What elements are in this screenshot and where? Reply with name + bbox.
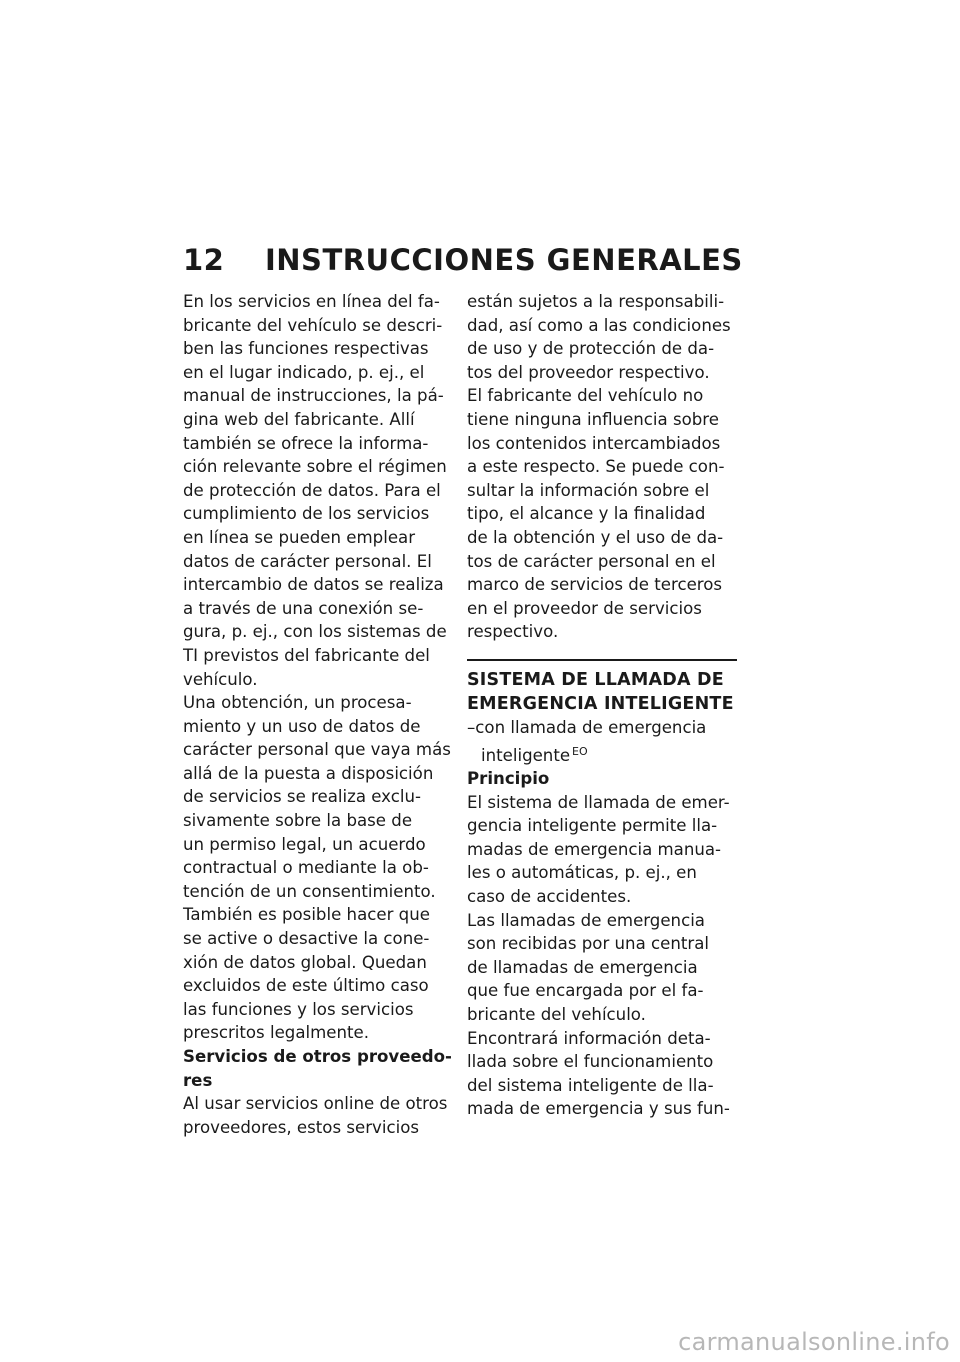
chapter-heading [183,242,743,278]
text-line: tos del proveedor respectivo. [467,362,710,382]
text-line: contractual o mediante la ob- [183,858,429,878]
text-line: manual de instrucciones, la pá- [183,386,444,406]
text-line: mada de emergencia y sus fun- [467,1099,730,1119]
text-line: en línea se pueden emplear [183,527,416,547]
text-line: del sistema inteligente de lla- [467,1075,714,1095]
chapter-number: 12 [183,243,225,277]
text-line: El fabricante del vehículo no [467,386,704,406]
text-line: prescritos legalmente. [183,1023,369,1043]
text-line: TI previstos del fabricante del [183,645,430,665]
text-line: que fue encargada por el fa- [467,981,704,1001]
equipment-code: EO [572,744,588,758]
paragraph [467,384,735,644]
text-line: excluidos de este último caso [183,976,429,996]
paragraph [183,1092,451,1139]
text-line: tiene ninguna influencia sobre [467,409,719,429]
text-line: son recibidas por una central [467,934,709,954]
text-line: intercambio de datos se realiza [183,575,444,595]
subheading-principio: Principio [467,769,550,789]
text-line: gina web del fabricante. Allí [183,409,415,429]
text-line: de servicios se realiza exclu- [183,787,421,807]
text-line: allá de la puesta a disposición [183,763,434,783]
text-line: carácter personal que vaya más [183,740,451,760]
text-line: miento y un uso de datos de [183,716,421,736]
text-line: los contenidos intercambiados [467,433,721,453]
text-line: Las llamadas de emergencia [467,910,705,930]
text-line: marco de servicios de terceros [467,575,723,595]
paragraph [183,290,451,691]
bullet-line-cont [467,740,735,768]
bullet-line: –con llamada de emergencia [467,717,707,737]
paragraph [467,791,735,909]
text-line: madas de emergencia manua- [467,839,722,859]
right-column [467,290,735,1121]
text-line: tipo, el alcance y la finalidad [467,504,706,524]
text-line: ben las funciones respectivas [183,339,429,359]
watermark: carmanualsonline.info [678,1328,950,1356]
text-line: están sujetos a la responsabili- [467,292,725,311]
text-line: tos de carácter personal en el [467,551,716,571]
text-line: de llamadas de emergencia [467,957,698,977]
paragraph [183,691,451,903]
text-line: en el lugar indicado, p. ej., el [183,362,425,382]
text-line: las funciones y los servicios [183,999,414,1019]
text-line: les o automáticas, p. ej., en [467,863,697,883]
text-line: bricante del vehículo se descri- [183,315,443,335]
bullet-item [467,716,735,767]
text-line: xión de datos global. Quedan [183,952,427,972]
paragraph [467,909,735,1027]
paragraph [183,903,451,1045]
text-line: proveedores, estos servicios [183,1117,419,1137]
text-line: bricante del vehículo. [467,1005,646,1025]
text-line: sultar la información sobre el [467,480,710,500]
text-line: SISTEMA DE LLAMADA DE [467,669,724,690]
text-line: También es posible hacer que [183,905,430,925]
bullet-text: inteligente [481,745,571,765]
text-line: de uso y de protección de da- [467,339,715,359]
text-line: Una obtención, un procesa- [183,693,412,713]
text-line: de protección de datos. Para el [183,480,441,500]
text-line: El sistema de llamada de emer- [467,792,730,812]
text-line: gura, p. ej., con los sistemas de [183,622,447,642]
text-line: llada sobre el funcionamiento [467,1052,714,1072]
text-line: Encontrará información deta- [467,1028,711,1048]
text-line: también se ofrece la informa- [183,433,429,453]
text-line: gencia inteligente permite lla- [467,816,718,836]
text-line: tención de un consentimiento. [183,881,436,901]
text-line: en el proveedor de servicios [467,598,702,618]
text-line: cumplimiento de los servicios [183,504,430,524]
text-line: caso de accidentes. [467,887,632,907]
paragraph [467,290,735,384]
text-line: En los servicios en línea del fa- [183,292,440,311]
subheading-otros-proveedores [183,1045,451,1092]
section-heading [467,668,735,716]
paragraph [467,1027,735,1121]
text-line: datos de carácter personal. El [183,551,432,571]
text-line: se active o desactive la cone- [183,929,430,949]
text-line: EMERGENCIA INTELIGENTE [467,693,734,714]
text-line: respectivo. [467,622,559,642]
text-line: a este respecto. Se puede con- [467,457,725,477]
left-column [183,290,451,1139]
text-line: dad, así como a las condiciones [467,315,731,335]
text-line: a través de una conexión se- [183,598,424,618]
chapter-title: INSTRUCCIONES GENERALES [265,243,743,277]
text-line: de la obtención y el uso de da- [467,527,724,547]
section-divider [467,659,737,661]
text-line: Al usar servicios online de otros [183,1094,448,1114]
text-line: un permiso legal, un acuerdo [183,834,426,854]
text-line: ción relevante sobre el régimen [183,457,447,477]
text-line: res [183,1070,213,1090]
text-line: Servicios de otros proveedo- [183,1047,452,1066]
text-line: vehículo. [183,669,258,689]
text-line: sivamente sobre la base de [183,811,413,831]
